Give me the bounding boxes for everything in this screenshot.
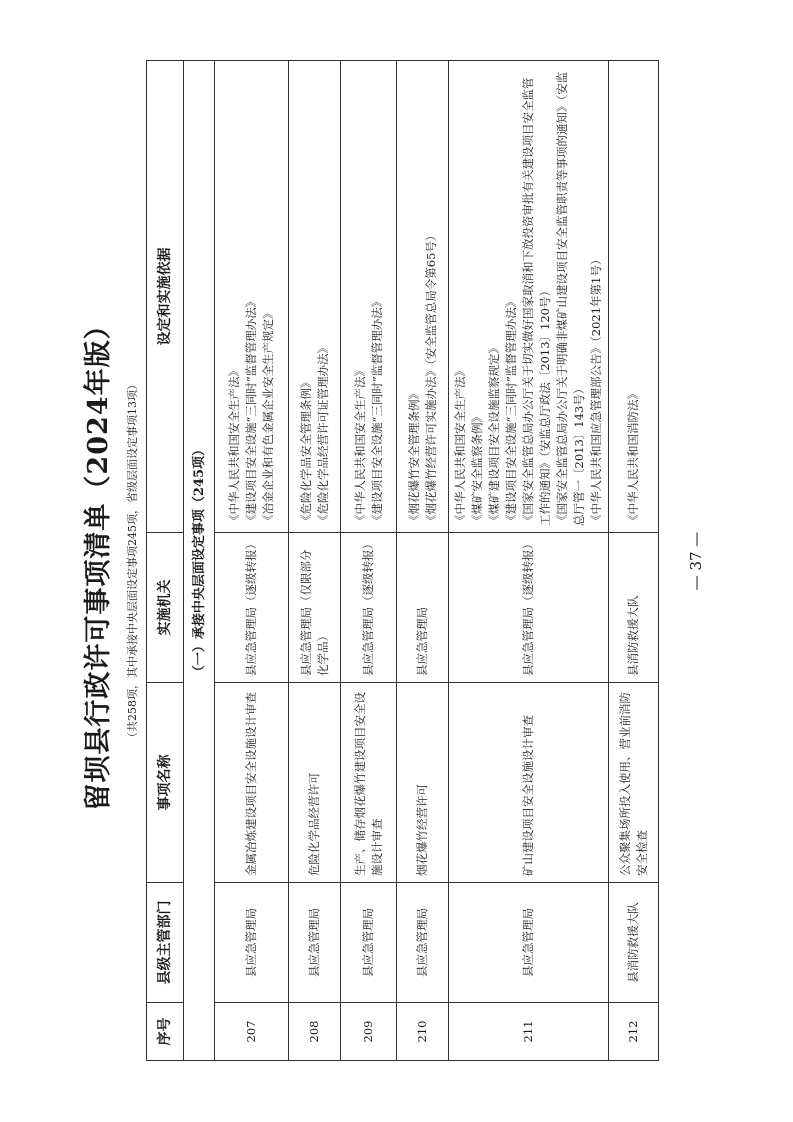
header-org: 实施机关 [147, 533, 184, 683]
basis-item: 《冶金企业和有色金属企业安全生产规定》 [261, 307, 275, 526]
row-no: 207 [215, 1003, 289, 1061]
basis-item: 《建设项目安全设施“三同时”监督管理办法》 [369, 295, 384, 526]
basis-item: 《危险化学品安全管理条例》 [298, 376, 313, 526]
page-number: — 37 — [687, 531, 705, 591]
basis-item: 《中华人民共和国应急管理部公告》（2021年第1号） [589, 253, 603, 526]
row-dept: 县消防救援大队 [609, 883, 659, 1003]
header-dept: 县级主管部门 [147, 883, 184, 1003]
row-org: 县应急管理局（逐级转报） [341, 533, 397, 683]
basis-item: 《中华人民共和国消防法》 [626, 388, 640, 526]
row-name: 矿山建设项目安全设施设计审查 [449, 683, 609, 883]
row-no: 208 [289, 1003, 341, 1061]
row-dept: 县应急管理局 [449, 883, 609, 1003]
row-dept: 县应急管理局 [341, 883, 397, 1003]
row-basis [397, 61, 449, 533]
basis-item: 《中华人民共和国安全生产法》 [227, 365, 241, 526]
basis-item: 《危险化学品经营许可证管理办法》 [315, 342, 330, 526]
row-dept: 县应急管理局 [289, 883, 341, 1003]
table-row [215, 61, 289, 1061]
row-org: 县应急管理局（逐级转报） [449, 533, 609, 683]
table-row [289, 61, 341, 1061]
basis-item: 《国家安全监管总局办公厅关于明确非煤矿山建设项目安全监管职责等事项的通知》（安监总厅管一〔2013〕143号） [555, 71, 586, 526]
row-name: 危险化学品经营许可 [289, 683, 341, 883]
basis-item: 《煤矿建设项目安全设施监察规定》 [487, 342, 501, 526]
basis-item: 《烟花爆竹经营许可实施办法》（安全监管总局令第65号） [423, 229, 438, 526]
row-no: 212 [609, 1003, 659, 1061]
row-org: 县应急管理局 [397, 533, 449, 683]
table-header-row [147, 61, 184, 1061]
row-basis [215, 61, 289, 533]
basis-item: 《建设项目安全设施“三同时”监督管理办法》 [244, 295, 258, 526]
row-basis [609, 61, 659, 533]
basis-item: 《中华人民共和国安全生产法》 [453, 365, 467, 526]
header-name: 事项名称 [147, 683, 184, 883]
header-basis: 设定和实施依据 [147, 61, 184, 533]
table-row [397, 61, 449, 1061]
basis-item: 《煤矿安全监察条例》 [470, 411, 484, 526]
table-row [449, 61, 609, 1061]
basis-item: 《建设项目安全设施“三同时”监督管理办法》 [504, 295, 518, 526]
basis-item: 《烟花爆竹安全管理条例》 [406, 388, 421, 526]
row-no: 209 [341, 1003, 397, 1061]
table-row [341, 61, 397, 1061]
rotated-content [76, 61, 716, 1061]
row-no: 210 [397, 1003, 449, 1061]
document-subtitle: （共258项，其中承接中央层面设定事项245项，省级层面设定事项13项） [126, 379, 139, 743]
row-dept: 县应急管理局 [215, 883, 289, 1003]
header-no: 序号 [147, 1003, 184, 1061]
permit-table [146, 60, 659, 1061]
table-row [609, 61, 659, 1061]
basis-item: 《国家安全监管总局办公厅关于切实做好国家取消和下放投资审批有关建设项目安全监管工作的通知》（安监总厅政法〔2013〕120号） [521, 77, 552, 526]
document-title: 留坝县行政许可事项清单（2024年版） [83, 311, 114, 811]
row-name: 金属冶炼建设项目安全设施设计审查 [215, 683, 289, 883]
section-row [184, 61, 215, 1061]
row-name: 生产、储存烟花爆竹建设项目安全设施设计审查 [341, 683, 397, 883]
row-no: 211 [449, 1003, 609, 1061]
row-basis [341, 61, 397, 533]
row-basis [449, 61, 609, 533]
row-name: 烟花爆竹经营许可 [397, 683, 449, 883]
row-org: 县应急管理局（仅限部分化学品） [289, 533, 341, 683]
basis-item: 《中华人民共和国安全生产法》 [352, 365, 367, 526]
section-title: （一）承接中央层面设定事项（245项） [184, 61, 215, 1061]
row-name: 公众聚集场所投入使用、营业前消防安全检查 [609, 683, 659, 883]
row-org: 县应急管理局（逐级转报） [215, 533, 289, 683]
row-org: 县消防救援大队 [609, 533, 659, 683]
row-basis [289, 61, 341, 533]
row-dept: 县应急管理局 [397, 883, 449, 1003]
